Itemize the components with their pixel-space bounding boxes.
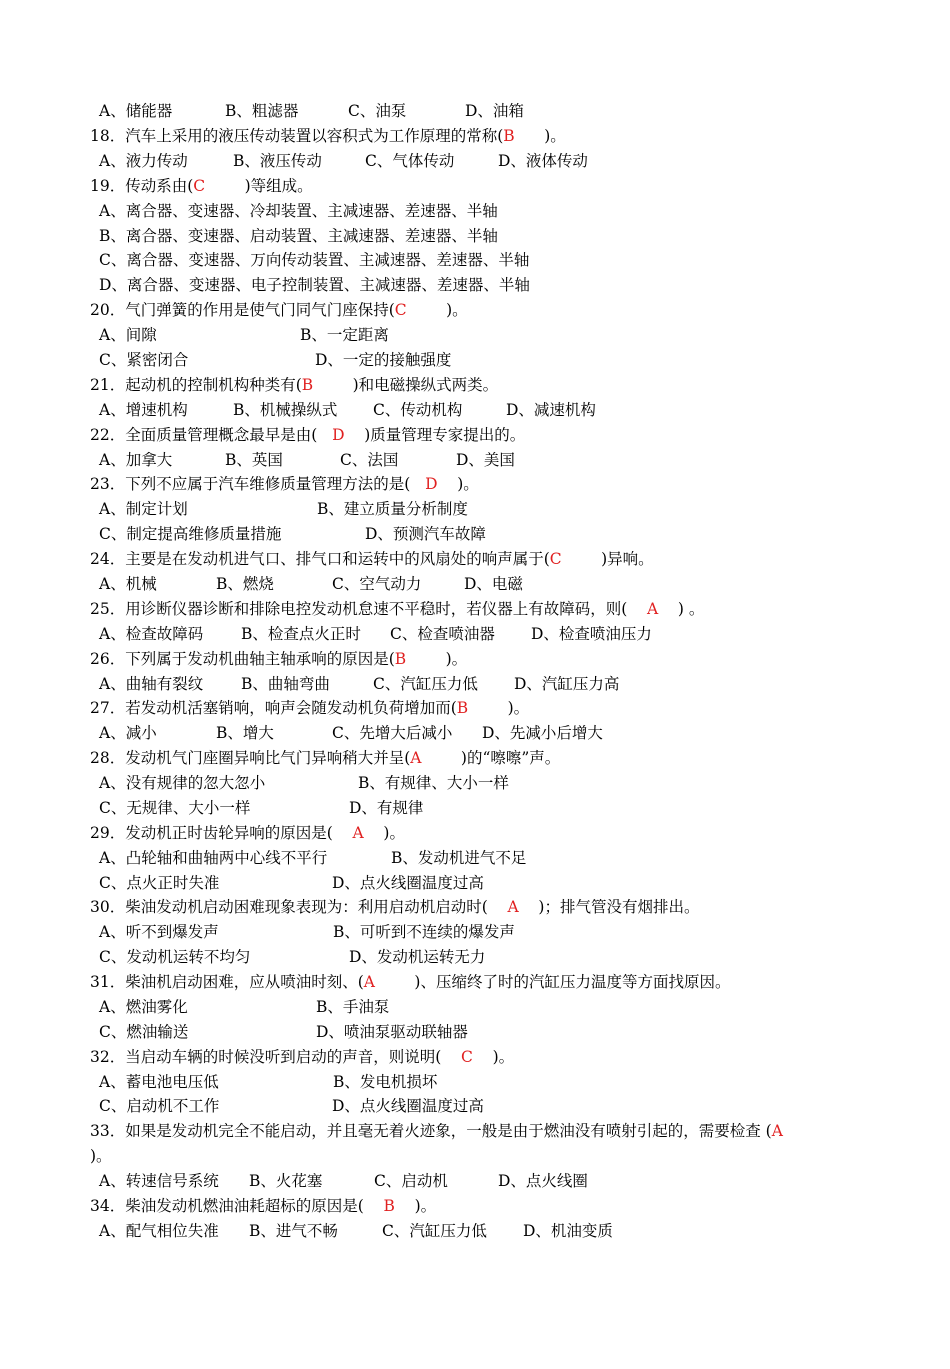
q26-text: 26．下列属于发动机曲轴主轴承响的原因是( [90, 650, 395, 668]
q23-text-end: )。 [437, 475, 479, 493]
q33-options [99, 1169, 588, 1194]
q18-option-a: A、液力传动 [99, 152, 188, 170]
q29-answer: A [352, 824, 364, 842]
q18-answer: B [503, 127, 515, 145]
q19-option-d: D、离合器、变速器、电子控制装置、主减速器、差速器、半轴 [99, 276, 530, 294]
q30-options-row2 [99, 945, 486, 970]
q30-answer: A [507, 898, 519, 916]
q22-option-d: D、美国 [456, 451, 515, 469]
q27-option-c: C、先增大后减小 [332, 724, 453, 742]
q29-option-c: C、点火正时失准 [99, 874, 220, 892]
q27-option-d: D、先减小后增大 [482, 724, 603, 742]
q19-answer: C [193, 177, 206, 195]
q28-question [90, 746, 560, 771]
q27-question [90, 696, 529, 721]
q31-option-c: C、燃油输送 [99, 1023, 189, 1041]
q32-options-row1 [99, 1070, 438, 1095]
q24-answer: C [549, 550, 562, 568]
q22-option-b: B、英国 [225, 451, 283, 469]
q19-question [90, 174, 313, 199]
q28-options-row1 [99, 771, 509, 796]
q32-answer: C [460, 1048, 473, 1066]
q26-options [99, 672, 620, 697]
q25-answer: A [646, 600, 659, 618]
q33-answer: A [771, 1122, 783, 1140]
q34-question [90, 1194, 436, 1219]
q31-options-row2 [99, 1020, 468, 1045]
q22-options [99, 448, 515, 473]
q34-option-c: C、汽缸压力低 [382, 1222, 487, 1240]
q25-text: 25．用诊断仪器诊断和排除电控发动机怠速不平稳时，若仪器上有故障码，则( [90, 600, 647, 618]
q30-question [90, 895, 699, 920]
q34-options [99, 1219, 613, 1244]
q31-option-b: B、手油泵 [316, 998, 390, 1016]
q18-option-c: C、气体传动 [365, 152, 455, 170]
q18-text: 18．汽车上采用的液压传动装置以容积式为工作原理的常称( [90, 127, 504, 145]
q32-options-row2 [99, 1094, 484, 1119]
q23-answer: D [425, 475, 438, 493]
q28-options-row2 [99, 796, 424, 821]
q19-text: 19．传动系由( [90, 177, 194, 195]
q23-options-row1 [99, 497, 468, 522]
q31-option-a: A、燃油雾化 [99, 998, 188, 1016]
q18-option-b: B、液压传动 [233, 152, 322, 170]
q25-text-end: ) 。 [658, 600, 705, 618]
q19-option-b: B、离合器、变速器、启动装置、主减速器、差速器、半轴 [99, 227, 498, 245]
q21-text-end: )和电磁操纵式两类。 [313, 376, 499, 394]
q30-option-a: A、听不到爆发声 [99, 923, 219, 941]
q23-option-b: B、建立质量分析制度 [317, 500, 468, 518]
q34-text: 34．柴油发动机燃油油耗超标的原因是( [90, 1197, 384, 1215]
q27-answer: B [456, 699, 469, 717]
q18-options [99, 149, 588, 174]
q20-options-row2 [99, 348, 452, 373]
q19-option-a: A、离合器、变速器、冷却装置、主减速器、差速器、半轴 [99, 202, 498, 220]
q33-question [90, 1119, 783, 1144]
q27-options [99, 721, 603, 746]
q21-option-a: A、增速机构 [99, 401, 188, 419]
q28-text: 28．发动机气门座圈异响比气门异响稍大并呈( [90, 749, 411, 767]
q32-option-a: A、蓄电池电压低 [99, 1073, 219, 1091]
q20-text: 20．气门弹簧的作用是使气门同气门座保持( [90, 301, 395, 319]
q30-options-row1 [99, 920, 515, 945]
q32-option-d: D、点火线圈温度过高 [332, 1097, 484, 1115]
q25-options [99, 622, 652, 647]
q29-option-b: B、发动机进气不足 [391, 849, 527, 867]
q30-option-b: B、可听到不连续的爆发声 [333, 923, 515, 941]
q30-text-end: )；排气管没有烟排出。 [518, 898, 700, 916]
q32-question [90, 1045, 514, 1070]
q31-text: 31．柴油机启动困难，应从喷油时刻、( [90, 973, 364, 991]
q33-text: 33．如果是发动机完全不能启动，并且毫无着火迹象，一般是由于燃油没有喷射引起的，需要检查 ( [90, 1122, 772, 1140]
q21-option-c: C、传动机构 [373, 401, 463, 419]
q27-text: 27．若发动机活塞销响，响声会随发动机负荷增加而( [90, 699, 457, 717]
q29-option-a: A、凸轮轴和曲轴两中心线不平行 [99, 849, 328, 867]
q34-option-d: D、机油变质 [523, 1222, 613, 1240]
q26-option-a: A、曲轴有裂纹 [99, 675, 204, 693]
q27-text-end: )。 [468, 699, 530, 717]
q34-option-a: A、配气相位失准 [99, 1222, 219, 1240]
q29-option-d: D、点火线圈温度过高 [332, 874, 484, 892]
q27-option-a: A、减小 [99, 724, 157, 742]
q23-question [90, 472, 479, 497]
q30-text: 30．柴油发动机启动困难现象表现为：利用启动机启动时( [90, 898, 508, 916]
q26-option-b: B、曲轴弯曲 [241, 675, 330, 693]
q28-answer: A [410, 749, 422, 767]
q19-option-c: C、离合器、变速器、万向传动装置、主减速器、差速器、半轴 [99, 251, 530, 269]
q28-option-a: A、没有规律的忽大忽小 [99, 774, 266, 792]
q17-option-a: A、储能器 [99, 102, 173, 120]
q20-option-a: A、间隙 [99, 326, 157, 344]
q24-option-a: A、机械 [99, 575, 157, 593]
q18-text-end: )。 [514, 127, 566, 145]
q34-answer: B [383, 1197, 395, 1215]
q28-option-b: B、有规律、大小一样 [358, 774, 509, 792]
q28-text-end: )的“嚓嚓”声。 [421, 749, 561, 767]
q22-text-end: )质量管理专家提出的。 [344, 426, 526, 444]
q21-option-b: B、机械操纵式 [233, 401, 338, 419]
q19-text-end: )等组成。 [205, 177, 313, 195]
q24-option-b: B、燃烧 [216, 575, 274, 593]
q33-question-end: )。 [90, 1147, 112, 1165]
q33-option-d: D、点火线圈 [498, 1172, 588, 1190]
q20-question [90, 298, 468, 323]
q21-question [90, 373, 498, 398]
q22-text: 22．全面质量管理概念最早是由( [90, 426, 333, 444]
q20-option-b: B、一定距离 [300, 326, 389, 344]
q29-options-row2 [99, 871, 484, 896]
q21-text: 21．起动机的控制机构种类有( [90, 376, 302, 394]
q33-option-c: C、启动机 [374, 1172, 448, 1190]
q20-text-end: )。 [406, 301, 468, 319]
q17-option-b: B、粗滤器 [225, 102, 299, 120]
q23-text: 23．下列不应属于汽车维修质量管理方法的是( [90, 475, 426, 493]
q24-options [99, 572, 523, 597]
q28-option-c: C、无规律、大小一样 [99, 799, 251, 817]
q29-text-end: )。 [363, 824, 405, 842]
q32-text-end: )。 [472, 1048, 515, 1066]
q33-option-a: A、转速信号系统 [99, 1172, 219, 1190]
q24-question [90, 547, 654, 572]
q30-option-c: C、发动机运转不均匀 [99, 948, 251, 966]
q21-option-d: D、减速机构 [506, 401, 596, 419]
q26-answer: B [394, 650, 407, 668]
q18-option-d: D、液体传动 [498, 152, 588, 170]
q31-options-row1 [99, 995, 390, 1020]
q31-text-end: )、压缩终了时的汽缸压力温度等方面找原因。 [374, 973, 731, 991]
q17-option-d: D、油箱 [465, 102, 524, 120]
q24-text-end: )异响。 [561, 550, 654, 568]
q29-question [90, 821, 405, 846]
q23-options-row2 [99, 522, 486, 547]
q25-option-b: B、检查点火正时 [241, 625, 361, 643]
q24-text: 24．主要是在发动机进气口、排气口和运转中的风扇处的响声属于( [90, 550, 550, 568]
q17-options [99, 99, 524, 124]
q25-question [90, 597, 704, 622]
q26-option-d: D、汽缸压力高 [514, 675, 620, 693]
q34-option-b: B、进气不畅 [249, 1222, 338, 1240]
q32-option-c: C、启动机不工作 [99, 1097, 220, 1115]
q22-option-c: C、法国 [340, 451, 399, 469]
q21-options [99, 398, 596, 423]
q26-text-end: )。 [406, 650, 468, 668]
q25-option-a: A、检查故障码 [99, 625, 204, 643]
q33-option-b: B、火花塞 [249, 1172, 323, 1190]
q20-options-row1 [99, 323, 389, 348]
q20-answer: C [394, 301, 407, 319]
q29-options-row1 [99, 846, 527, 871]
q25-option-c: C、检查喷油器 [390, 625, 495, 643]
q22-answer: D [332, 426, 345, 444]
q25-option-d: D、检查喷油压力 [531, 625, 652, 643]
q30-option-d: D、发动机运转无力 [349, 948, 486, 966]
q21-answer: B [301, 376, 314, 394]
q23-option-a: A、制定计划 [99, 500, 188, 518]
q17-option-c: C、油泵 [348, 102, 407, 120]
q23-option-c: C、制定提高维修质量措施 [99, 525, 282, 543]
q24-option-c: C、空气动力 [332, 575, 422, 593]
q32-option-b: B、发电机损坏 [333, 1073, 438, 1091]
q20-option-d: D、一定的接触强度 [315, 351, 452, 369]
q31-answer: A [363, 973, 375, 991]
q22-question [90, 423, 525, 448]
q24-option-d: D、电磁 [464, 575, 523, 593]
q23-option-d: D、预测汽车故障 [365, 525, 486, 543]
q34-text-end: )。 [394, 1197, 437, 1215]
q27-option-b: B、增大 [216, 724, 274, 742]
q29-text: 29．发动机正时齿轮异响的原因是( [90, 824, 353, 842]
q26-question [90, 647, 467, 672]
q31-option-d: D、喷油泵驱动联轴器 [316, 1023, 468, 1041]
q20-option-c: C、紧密闭合 [99, 351, 189, 369]
q32-text: 32．当启动车辆的时候没听到启动的声音，则说明( [90, 1048, 461, 1066]
q18-question [90, 124, 566, 149]
q22-option-a: A、加拿大 [99, 451, 173, 469]
q26-option-c: C、汽缸压力低 [373, 675, 478, 693]
q28-option-d: D、有规律 [349, 799, 424, 817]
q31-question [90, 970, 730, 995]
